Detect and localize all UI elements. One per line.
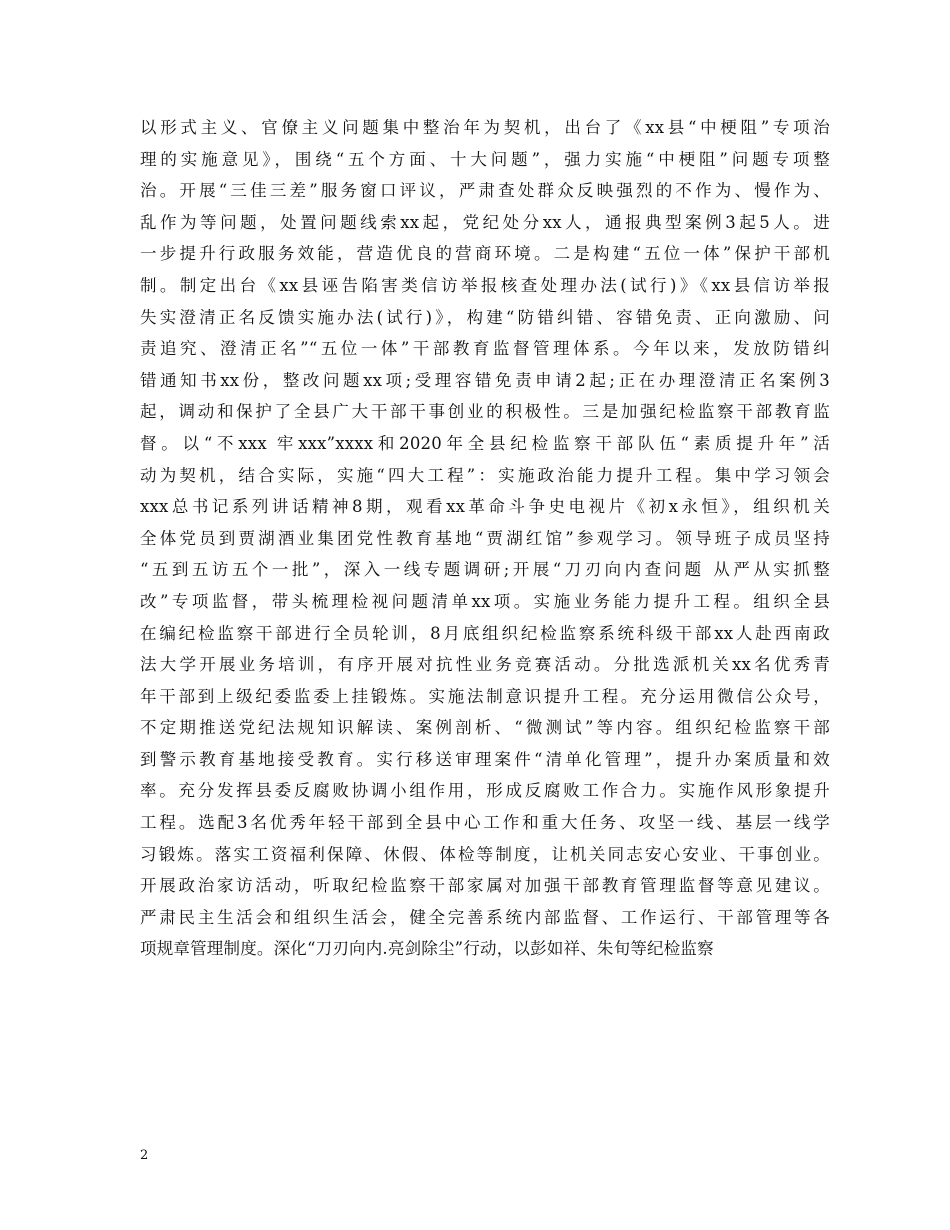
text-line: 督。以“不xxx 牢xxx”xxxx和2020年全县纪检监察干部队伍“素质提升年”活 (140, 433, 830, 453)
text-line: “五到五访五个一批”，深入一线专题调研;开展“刀刃向内查问题 从严从实抓整 (140, 560, 830, 580)
body-text (140, 112, 830, 965)
text-line: 一步提升行政服务效能，营造优良的营商环境。二是构建“五位一体”保护干部机 (140, 244, 830, 264)
text-line: 动为契机，结合实际，实施“四大工程”：实施政治能力提升工程。集中学习领会 (140, 465, 830, 485)
text-line: 错通知书xx份，整改问题xx项;受理容错免责申请2起;正在办理澄清正名案例3 (140, 370, 830, 390)
text-line: 失实澄清正名反馈实施办法(试行)》，构建“防错纠错、容错免责、正向激励、问 (140, 307, 830, 327)
text-line: 年干部到上级纪委监委上挂锻炼。实施法制意识提升工程。充分运用微信公众号， (140, 686, 830, 706)
text-line: 法大学开展业务培训，有序开展对抗性业务竞赛活动。分批选派机关xx名优秀青 (140, 655, 830, 675)
text-line: xxx总书记系列讲话精神8期，观看xx革命斗争史电视片《初x永恒》，组织机关 (140, 497, 830, 517)
text-line: 项规章管理制度。深化“刀刃向内.亮剑除尘”行动，以彭如祥、朱旬等纪检监察 (140, 939, 714, 959)
text-line: 治。开展“三佳三差”服务窗口评议，严肃查处群众反映强烈的不作为、慢作为、 (140, 181, 830, 201)
text-line: 率。充分发挥县委反腐败协调小组作用，形成反腐败工作合力。实施作风形象提升 (140, 781, 830, 801)
text-line: 制。制定出台《xx县诬告陷害类信访举报核查处理办法(试行)》《xx县信访举报 (140, 275, 830, 295)
text-line: 改”专项监督，带头梳理检视问题清单xx项。实施业务能力提升工程。组织全县 (140, 591, 830, 611)
text-line: 责追究、澄清正名”“五位一体”干部教育监督管理体系。今年以来，发放防错纠 (140, 339, 830, 359)
text-line: 在编纪检监察干部进行全员轮训，8月底组织纪检监察系统科级干部xx人赴西南政 (140, 623, 830, 643)
text-line: 到警示教育基地接受教育。实行移送审理案件“清单化管理”，提升办案质量和效 (140, 749, 830, 769)
text-line: 不定期推送党纪法规知识解读、案例剖析、“微测试”等内容。组织纪检监察干部 (140, 718, 830, 738)
text-line: 以形式主义、官僚主义问题集中整治年为契机，出台了《xx县“中梗阻”专项治 (140, 118, 830, 137)
text-line: 开展政治家访活动，听取纪检监察干部家属对加强干部教育管理监督等意见建议。 (140, 876, 830, 896)
text-line: 习锻炼。落实工资福利保障、休假、体检等制度，让机关同志安心安业、干事创业。 (140, 844, 830, 864)
text-line: 起，调动和保护了全县广大干部干事创业的积极性。三是加强纪检监察干部教育监 (140, 402, 830, 422)
text-line: 严肃民主生活会和组织生活会，健全完善系统内部监督、工作运行、干部管理等各 (140, 907, 830, 927)
page-number: 2 (140, 1148, 149, 1163)
text-line: 理的实施意见》，围绕“五个方面、十大问题”，强力实施“中梗阻”问题专项整 (140, 149, 830, 169)
text-line: 乱作为等问题，处置问题线索xx起，党纪处分xx人，通报典型案例3起5人。进 (140, 212, 830, 232)
text-line: 全体党员到贾湖酒业集团党性教育基地“贾湖红馆”参观学习。领导班子成员坚持 (140, 528, 830, 548)
text-line: 工程。选配3名优秀年轻干部到全县中心工作和重大任务、攻坚一线、基层一线学 (140, 813, 830, 833)
